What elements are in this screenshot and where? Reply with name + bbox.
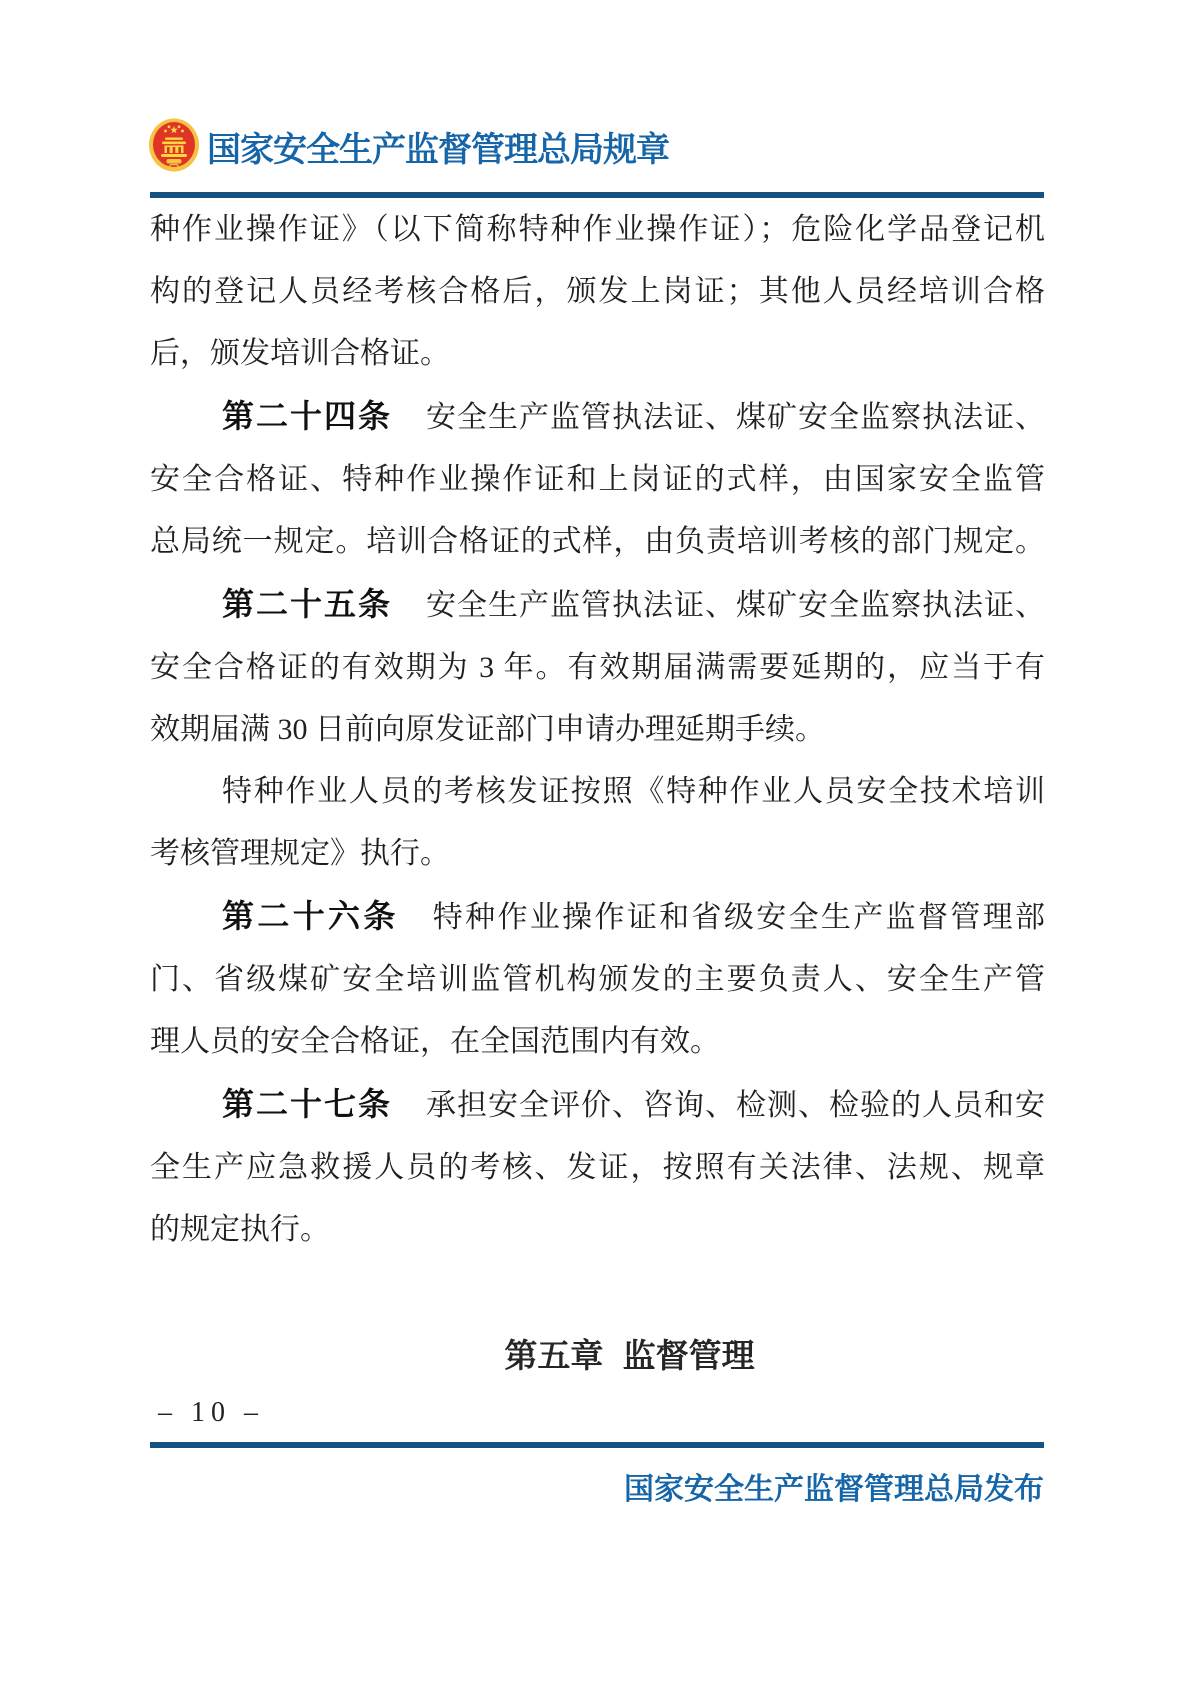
document-line [150, 823, 1045, 885]
header-title: 国家安全生产监督管理总局规章 [207, 131, 669, 169]
line-text: 的规定执行。 [150, 1213, 330, 1246]
document-line [150, 699, 1045, 761]
document-line [150, 949, 1045, 1011]
national-emblem-icon [148, 117, 200, 175]
document-line [150, 1199, 1045, 1261]
document-line [150, 1011, 1045, 1073]
line-text: 承担安全评价、咨询、检测、检验的人员和安 [426, 1089, 1045, 1122]
document-line [150, 1073, 1045, 1137]
document-line [150, 323, 1045, 385]
article-number: 第二十四条 [222, 398, 392, 434]
line-text: 安全合格证、特种作业操作证和上岗证的式样，由国家安全监管 [150, 463, 1045, 496]
footer-rule [150, 1442, 1044, 1448]
line-text: 考核管理规定》执行。 [150, 837, 450, 870]
document-line [150, 511, 1045, 573]
line-text: 门、省级煤矿安全培训监管机构颁发的主要负责人、安全生产管 [150, 963, 1045, 996]
line-text: 特种作业操作证和省级安全生产监督管理部 [432, 901, 1045, 934]
document-line [150, 1137, 1045, 1199]
line-text: 构的登记人员经考核合格后，颁发上岗证；其他人员经培训合格 [150, 275, 1045, 308]
page-header [148, 116, 669, 176]
line-text: 效期届满 30 日前向原发证部门申请办理延期手续。 [150, 713, 825, 746]
line-text: 理人员的安全合格证，在全国范围内有效。 [150, 1025, 720, 1058]
document-line [150, 261, 1045, 323]
line-text: 总局统一规定。培训合格证的式样，由负责培训考核的部门规定。 [150, 525, 1045, 558]
line-text: 安全合格证的有效期为 3 年。有效期届满需要延期的，应当于有 [150, 651, 1045, 684]
document-line [150, 573, 1045, 637]
line-text: 安全生产监管执法证、煤矿安全监察执法证、 [426, 589, 1045, 622]
line-text: 全生产应急救援人员的考核、发证，按照有关法律、法规、规章 [150, 1151, 1045, 1184]
chapter-heading: 第五章 监督管理 [504, 1337, 755, 1374]
article-number: 第二十六条 [222, 898, 399, 934]
line-text: 安全生产监管执法证、煤矿安全监察执法证、 [426, 401, 1045, 434]
document-line [150, 449, 1045, 511]
page-number: – 10 – [158, 1397, 264, 1428]
publisher-text: 国家安全生产监督管理总局发布 [624, 1473, 1044, 1506]
article-number: 第二十七条 [222, 1086, 392, 1122]
article-number: 第二十五条 [222, 586, 392, 622]
header-rule [150, 192, 1044, 198]
document-line [150, 761, 1045, 823]
document-line [150, 885, 1045, 949]
document-body [150, 199, 1045, 1387]
document-line [150, 385, 1045, 449]
document-line [150, 637, 1045, 699]
line-text: 后，颁发培训合格证。 [150, 337, 450, 370]
document-lines [150, 199, 1045, 1261]
line-text: 特种作业人员的考核发证按照《特种作业人员安全技术培训 [222, 775, 1045, 808]
document-line [150, 199, 1045, 261]
line-text: 种作业操作证》（以下简称特种作业操作证）；危险化学品登记机 [150, 213, 1045, 246]
